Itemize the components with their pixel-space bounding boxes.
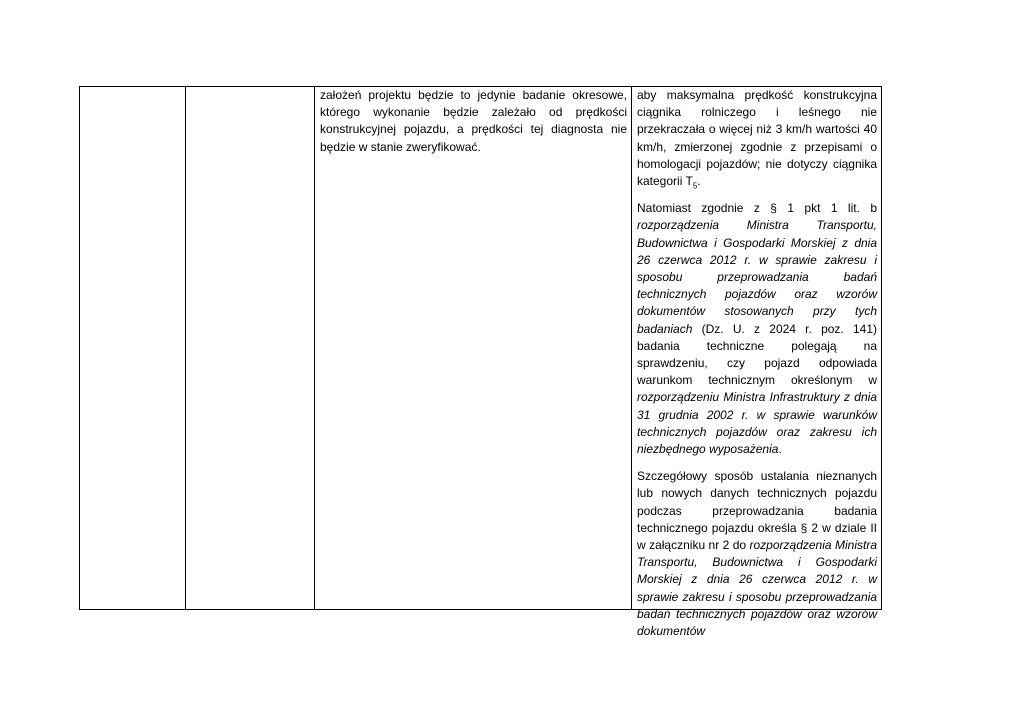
comments-table bbox=[79, 86, 882, 639]
response-paragraph-2 bbox=[637, 200, 877, 458]
response-paragraph-1 bbox=[637, 87, 877, 190]
comment-paragraph: założeń projektu będzie to jedynie badanie okresowe, którego wykonanie będzie zależało od prędkości konstrukcyjnej pojazdu, a prędkości tej diagnosta nie będzie w stanie zweryfikować. bbox=[320, 88, 627, 154]
response-p1-end: . bbox=[697, 174, 701, 189]
response-p2-end: . bbox=[778, 442, 782, 457]
column-divider-3 bbox=[314, 87, 315, 609]
cell-response-text bbox=[637, 87, 877, 650]
regulation-citation-1: rozporządzenia Ministra Transportu, Budownictwa i Gospodarki Morskiej z dnia 26 czerwca 2012 r. w sprawie zakresu i sposobu przeprowadzania badań technicznych pojazdów oraz wzorów dokumentów stosowanych przy tych badaniach bbox=[637, 218, 877, 336]
response-p1-text: aby maksymalna prędkość konstrukcyjna ciągnika rolniczego i leśnego nie przekraczała o więcej niż 3 km/h wartości 40 km/h, zmierzonej zgodnie z przepisami o homologacji pojazdów; nie dotyczy ciągnika kategorii T bbox=[637, 88, 877, 189]
regulation-citation-2: rozporządzeniu Ministra Infrastruktury z dnia 31 grudnia 2002 r. w sprawie warunków technicznych pojazdów oraz zakresu ich niezbędnego wyposażenia bbox=[637, 390, 877, 457]
cell-comment-text bbox=[320, 87, 627, 156]
column-divider-2 bbox=[185, 87, 186, 609]
column-divider-4 bbox=[631, 87, 632, 609]
regulation-citation-3: rozporządzenia Ministra Transportu, Budownictwa i Gospodarki Morskiej z dnia 26 czerwca 2012 r. w sprawie zakresu i sposobu przeprowadzania badań technicznych pojazdów oraz wzorów dokumentów bbox=[637, 538, 877, 639]
response-p2-text-a: Natomiast zgodnie z § 1 pkt 1 lit. b bbox=[637, 201, 877, 216]
response-p3-text-a: Szczegółowy sposób ustalania nieznanych lub nowych danych technicznych pojazdu podczas przeprowadzania badania technicznego pojazdu określa § 2 w dziale II w załączniku nr 2 do bbox=[637, 469, 877, 553]
response-paragraph-3 bbox=[637, 468, 877, 640]
response-p2-text-b: (Dz. U. z 2024 r. poz. 141) badania techniczne polegają na sprawdzeniu, czy pojazd odpowiada warunkom technicznym określonym w bbox=[637, 321, 877, 388]
category-subscript: 5 bbox=[692, 181, 698, 191]
